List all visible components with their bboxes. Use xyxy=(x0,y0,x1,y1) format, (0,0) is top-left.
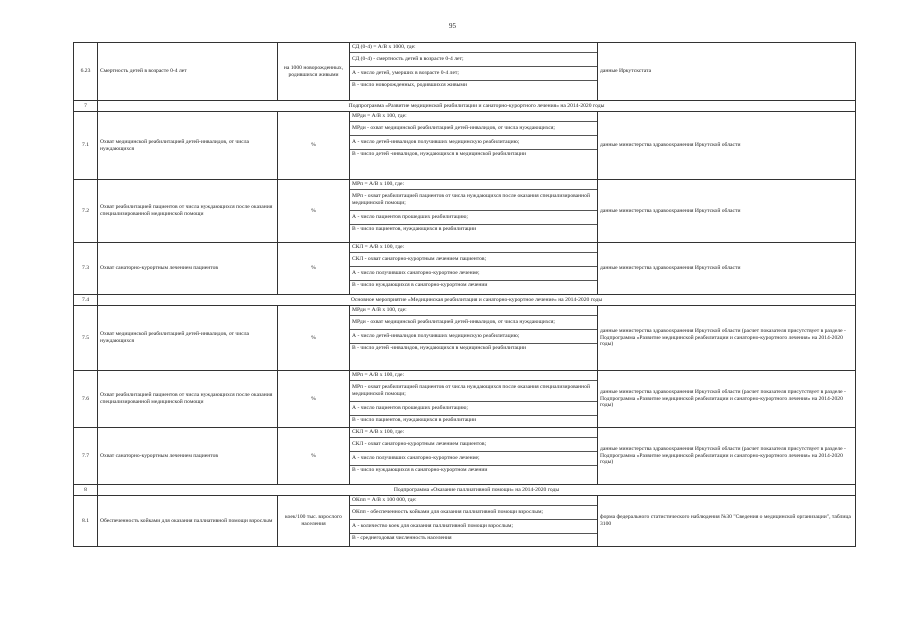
indicator-source: данные Иркутскстата xyxy=(598,43,856,101)
indicator-number: 6.23 xyxy=(74,43,98,101)
indicator-source: форма федерального статистического наблюдения №30 "Сведения о медицинской организации", таблица 3100 xyxy=(598,496,856,547)
formula-line: А - число получивших санаторно-курортное лечение; xyxy=(350,452,597,466)
indicator-unit: % xyxy=(278,112,350,180)
formula-line: А - число детей, умерших в возрасте 0-4 лет; xyxy=(350,67,597,81)
indicator-row xyxy=(74,306,856,371)
formula-line: А - число пациентов прошедших реабилитацию; xyxy=(350,211,597,225)
formula-line: ОКпп - обеспеченность койками для оказания паллиативной помощи взрослым; xyxy=(350,506,597,520)
formula-line: В - число пациентов, нуждающихся в реабилитации xyxy=(352,416,477,423)
indicator-name: Обеспеченность койками для оказания паллиативной помощи взрослым xyxy=(98,496,278,547)
indicator-name: Охват медицинской реабилитацией детей-инвалидов, от числа нуждающихся xyxy=(98,306,278,371)
indicator-name: Охват медицинской реабилитацией детей-инвалидов, от числа нуждающихся xyxy=(98,112,278,180)
formula-line: МРп = А/В х 100, где: xyxy=(350,180,597,190)
indicator-source: данные министерства здравоохранения Иркутской области (расчет показателя присутствует в разделе - Подпрограмма «Развитие медицинской реабилитации и санаторно-курортного лечения» на 2014-2020 годы) xyxy=(598,428,856,485)
formula-line: МРп - охват реабилитацией пациентов от числа нуждающихся после оказания специализированной медицинской помощи; xyxy=(350,190,597,211)
formula-line: МРп - охват реабилитацией пациентов от числа нуждающихся после оказания специализированной медицинской помощи; xyxy=(350,381,597,402)
formula-line: СКЛ = А/В х 100, где: xyxy=(350,243,597,253)
indicator-unit: коек/100 тыс. взрослого населения xyxy=(278,496,350,547)
formula-line: В - число пациентов, нуждающихся в реабилитации xyxy=(352,225,477,232)
formula-line: В - число нуждающихся в санаторно-курортном лечении xyxy=(352,466,488,473)
formula-line: МРди - охват медицинской реабилитацией детей-инвалидов, от числа нуждающихся; xyxy=(350,316,597,330)
indicator-number: 7.7 xyxy=(74,428,98,485)
indicator-name: Охват санаторно-курортным лечением пациентов xyxy=(98,243,278,295)
indicator-formula xyxy=(350,243,598,295)
indicator-name: Охват реабилитацией пациентов от числа нуждающихся после оказания специализированной медицинской помощи xyxy=(98,180,278,243)
indicator-source: данные министерства здравоохранения Иркутской области (расчет показателя присутствует в разделе - Подпрограмма «Развитие медицинской реабилитации и санаторно-курортного лечения» на 2014-2020 годы) xyxy=(598,306,856,371)
indicators-table-body xyxy=(74,43,856,547)
section-row xyxy=(74,485,856,496)
page-number: 95 xyxy=(449,22,456,30)
indicator-formula xyxy=(350,371,598,428)
formula-line: МРди - охват медицинской реабилитацией детей-инвалидов, от числа нуждающихся; xyxy=(350,122,597,136)
section-title: Подпрограмма «Развитие медицинской реабилитации и санаторно-курортного лечения» на 2014-2020 годы xyxy=(98,101,856,112)
formula-line: МРп = А/В х 100, где: xyxy=(350,371,597,381)
indicator-formula xyxy=(350,428,598,485)
section-row xyxy=(74,295,856,306)
indicator-row xyxy=(74,180,856,243)
indicator-unit: на 1000 новорожденных, родившихся живыми xyxy=(278,43,350,101)
formula-line: А - число получивших санаторно-курортное лечение; xyxy=(350,267,597,281)
indicator-row xyxy=(74,43,856,101)
formula-line: В - число новорожденных, родившихся живыми xyxy=(352,81,467,88)
formula-line: СКЛ - охват санаторно-курортным лечением пациентов; xyxy=(350,253,597,267)
indicator-row xyxy=(74,371,856,428)
section-number: 7 xyxy=(74,101,98,112)
indicator-unit: % xyxy=(278,180,350,243)
indicator-formula xyxy=(350,43,598,101)
indicator-row xyxy=(74,243,856,295)
indicator-formula xyxy=(350,306,598,371)
indicator-unit: % xyxy=(278,428,350,485)
section-number: 8 xyxy=(74,485,98,496)
indicator-formula xyxy=(350,180,598,243)
indicator-number: 7.3 xyxy=(74,243,98,295)
formula-line: СКЛ = А/В х 100, где: xyxy=(350,428,597,438)
formula-line: В - число нуждающихся в санаторно-курортном лечении xyxy=(352,281,488,288)
indicator-formula xyxy=(350,112,598,180)
indicator-row xyxy=(74,428,856,485)
formula-line: ОКпп = А/В х 100 000, где: xyxy=(350,496,597,506)
formula-line: СД (0-4) = А/В х 1000, где: xyxy=(350,43,597,53)
indicator-source: данные министерства здравоохранения Иркутской области xyxy=(598,112,856,180)
formula-line: А - количество коек для оказания паллиативной помощи взрослым; xyxy=(350,520,597,534)
indicator-number: 7.1 xyxy=(74,112,98,180)
indicator-number: 8.1 xyxy=(74,496,98,547)
formula-line: МРди = А/В х 100, где: xyxy=(350,306,597,316)
formula-line: А - число пациентов прошедших реабилитацию; xyxy=(350,402,597,416)
formula-line: А - число детей-инвалидов получивших медицинскую реабилитацию; xyxy=(350,136,597,150)
formula-line: В - среднегодовая численность населения xyxy=(352,534,452,541)
indicator-name: Охват реабилитацией пациентов от числа нуждающихся после оказания специализированной медицинской помощи xyxy=(98,371,278,428)
formula-line: А - число детей-инвалидов получивших медицинскую реабилитацию; xyxy=(350,330,597,344)
section-title: Основное мероприятие «Медицинская реабилитация и санаторно-курортное лечение» на 2014-2020 годы xyxy=(98,295,856,306)
indicator-name: Смертность детей в возрасте 0-4 лет xyxy=(98,43,278,101)
formula-line: СКЛ - охват санаторно-курортным лечением пациентов; xyxy=(350,438,597,452)
indicator-unit: % xyxy=(278,371,350,428)
indicator-number: 7.2 xyxy=(74,180,98,243)
indicator-name: Охват санаторно-курортным лечением пациентов xyxy=(98,428,278,485)
section-row xyxy=(74,101,856,112)
formula-line: СД (0-4) - смертность детей в возрасте 0-4 лет; xyxy=(350,53,597,67)
indicator-unit: % xyxy=(278,306,350,371)
indicator-row xyxy=(74,496,856,547)
indicator-number: 7.5 xyxy=(74,306,98,371)
indicator-source: данные министерства здравоохранения Иркутской области xyxy=(598,180,856,243)
indicator-formula xyxy=(350,496,598,547)
formula-line: В - число детей -инвалидов, нуждающихся в медицинской реабилитации xyxy=(352,150,526,157)
formula-line: МРди = А/В х 100, где: xyxy=(350,112,597,122)
indicators-table xyxy=(73,42,856,547)
indicator-source: данные министерства здравоохранения Иркутской области xyxy=(598,243,856,295)
indicator-source: данные министерства здравоохранения Иркутской области (расчет показателя присутствует в разделе - Подпрограмма «Развитие медицинской реабилитации и санаторно-курортного лечения» на 2014-2020 годы) xyxy=(598,371,856,428)
section-title: Подпрограмма «Оказание паллиативной помощи» на 2014-2020 годы xyxy=(98,485,856,496)
indicator-number: 7.6 xyxy=(74,371,98,428)
indicator-row xyxy=(74,112,856,180)
section-number: 7.4 xyxy=(74,295,98,306)
indicator-unit: % xyxy=(278,243,350,295)
formula-line: В - число детей -инвалидов, нуждающихся в медицинской реабилитации xyxy=(352,344,526,351)
